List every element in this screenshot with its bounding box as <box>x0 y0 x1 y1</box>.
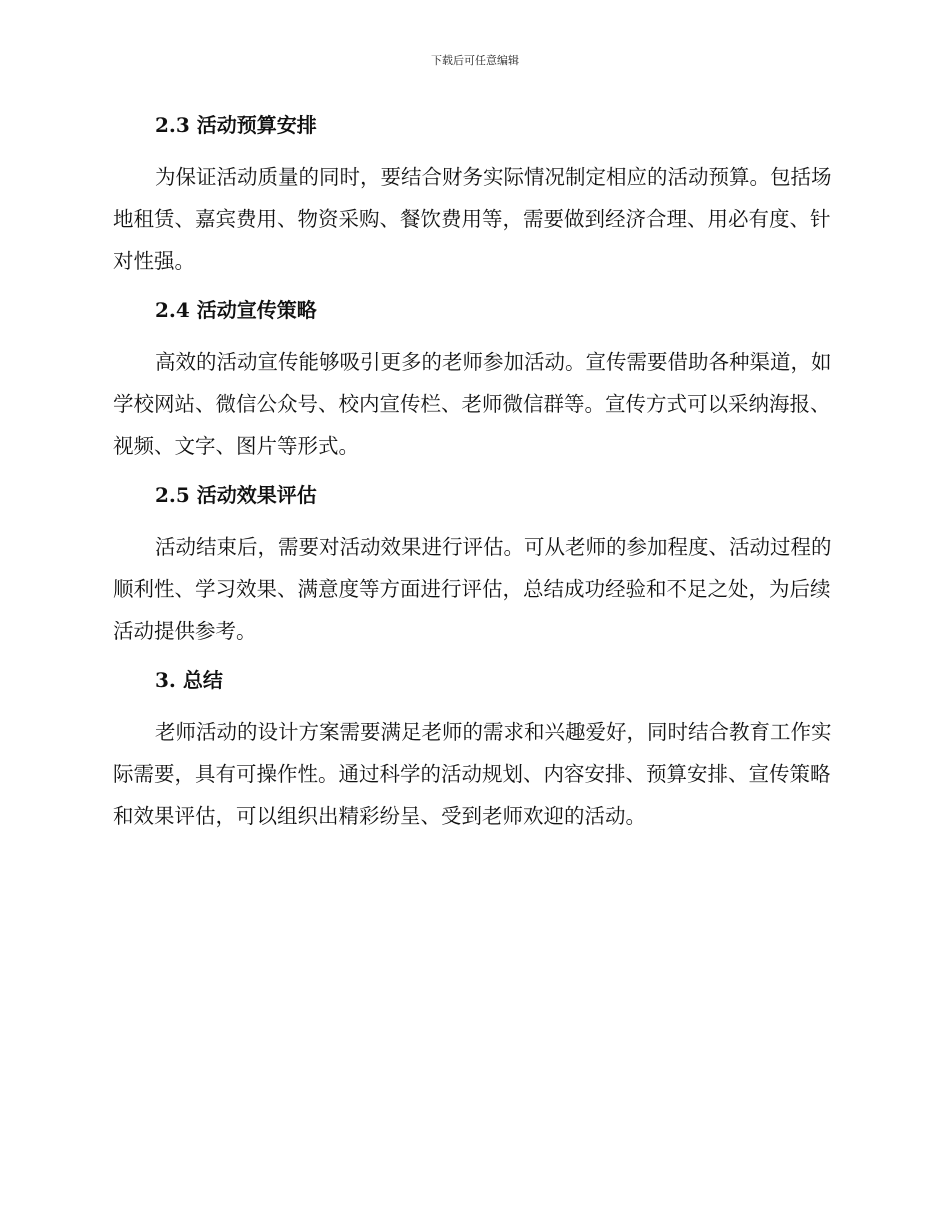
section-heading: 3. 总结 <box>155 668 223 692</box>
section-paragraph: 高效的活动宣传能够吸引更多的老师参加活动。宣传需要借助各种渠道，如学校网站、微信公众号、校内宣传栏、老师微信群等。宣传方式可以采纳海报、视频、文字、图片等形式。 <box>113 350 832 458</box>
section-evaluation <box>113 480 835 652</box>
section-promotion <box>113 295 835 467</box>
section-paragraph: 为保证活动质量的同时，要结合财务实际情况制定相应的活动预算。包括场地租赁、嘉宾费用、物资采购、餐饮费用等，需要做到经济合理、用必有度、针对性强。 <box>113 165 832 273</box>
document-body <box>113 110 835 850</box>
section-budget <box>113 110 835 282</box>
section-heading: 2.5 活动效果评估 <box>155 483 317 507</box>
section-heading: 2.3 活动预算安排 <box>155 113 317 137</box>
section-summary <box>113 665 835 837</box>
section-paragraph: 老师活动的设计方案需要满足老师的需求和兴趣爱好，同时结合教育工作实际需要，具有可操作性。通过科学的活动规划、内容安排、预算安排、宣传策略和效果评估，可以组织出精彩纷呈、受到老师欢迎的活动。 <box>113 720 832 828</box>
section-paragraph: 活动结束后，需要对活动效果进行评估。可从老师的参加程度、活动过程的顺利性、学习效果、满意度等方面进行评估，总结成功经验和不足之处，为后续活动提供参考。 <box>113 535 832 643</box>
section-heading: 2.4 活动宣传策略 <box>155 298 317 322</box>
page-header: 下载后可任意编辑 <box>431 54 519 67</box>
